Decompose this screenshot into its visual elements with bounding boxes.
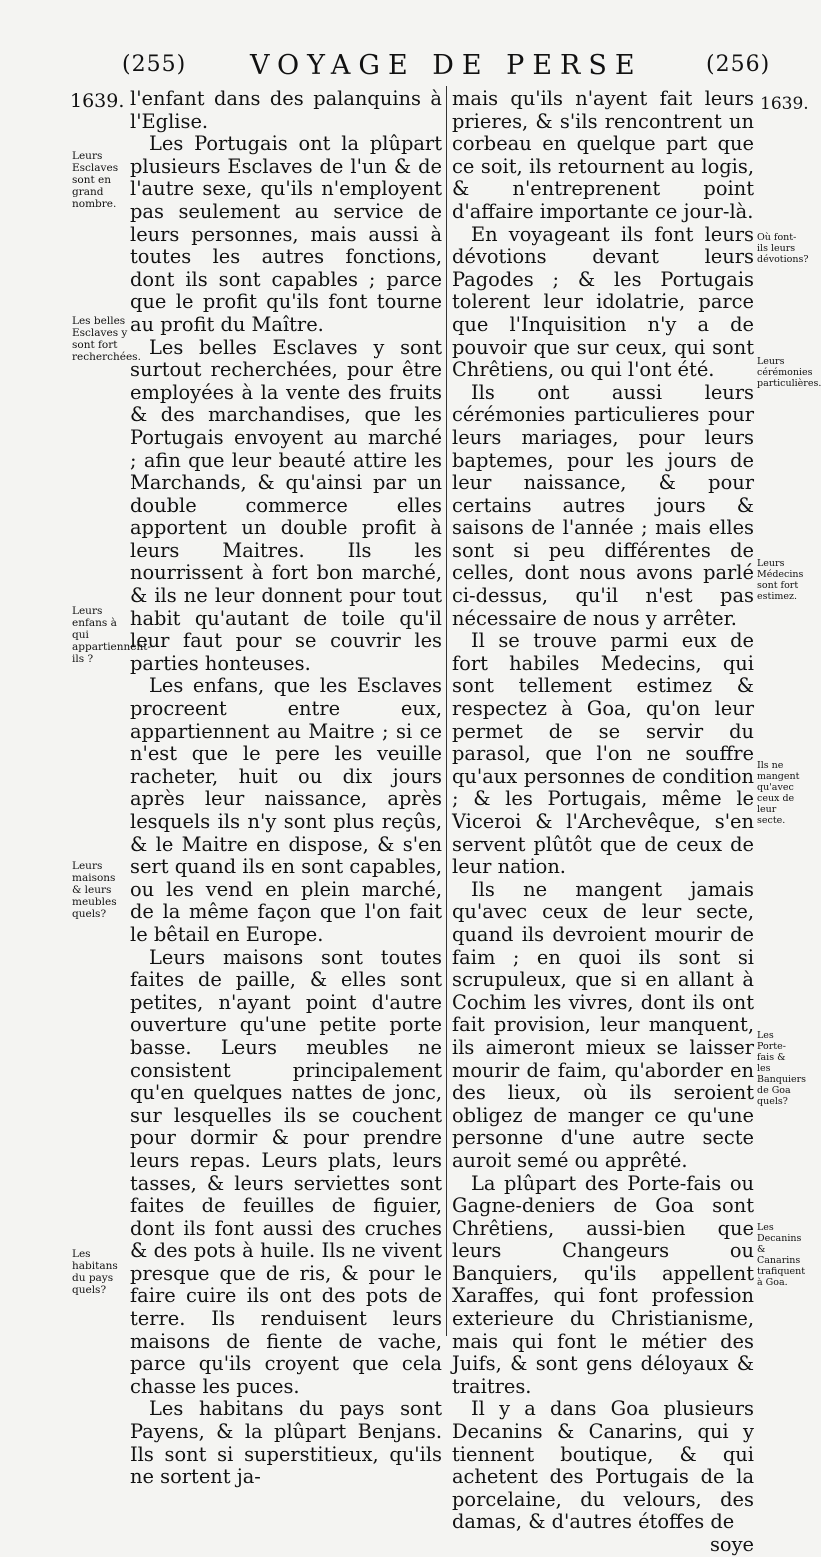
paragraph: Ils ne mangent jamais qu'avec ceux de leur secte, quand ils devroient mourir de faim ; en quoi ils sont si scrupuleux, que si en allant à Cochim les vivres, dont ils ont fait provision, leur manquent, ils aimeront mieux se laisser mourir de faim, qu'aborder en des lieux, où ils seroient obligez de manger ce qu'une personne d'une autre secte auroit semé ou apprêté. — [452, 877, 754, 1172]
paragraph: Leurs maisons sont toutes faites de paille, & elles sont petites, n'ayant point d'autre ouverture qu'une petite porte basse. Leurs meubles ne consistent principalement qu'en quelques nattes de jonc, sur lesquelles ils se couchent pour dormir & pour prendre leurs repas. Leurs plats, leurs tasses, & leurs serviettes sont faites de feuilles de figuier, dont ils font aussi des cruches & des pots à huile. Ils ne vivent presque que de ris, & pour le faire cuire ils ont des pots de terre. Ils renduisent leurs maisons de fiente de vache, parce qu'ils croyent que cela chasse les puces. — [130, 945, 442, 1398]
margin-note: Leurs Médecins sont fort estimez. — [757, 558, 804, 602]
page-header — [0, 50, 800, 90]
margin-note: Ils ne mangent qu'avec ceux de leur secte. — [757, 760, 800, 826]
margin-note: Les Porte-fais & les Banquiers de Goa quels? — [757, 1030, 807, 1107]
year-marker-left: 1639. — [70, 90, 125, 112]
margin-note: Les Decanins & Canarins trafiquent à Goa. — [757, 1222, 806, 1288]
paragraph: Ils ont aussi leurs cérémonies particulieres pour leurs mariages, pour leurs baptemes, pour les jours de leur naissance, & pour certains autres jours & saisons de l'année ; mais elles sont si peu différentes de celles, dont nous avons parlé ci-dessus, qu'il n'est pas nécessaire de nous y arrêter. — [452, 380, 754, 630]
paragraph: Les Portugais ont la plûpart plusieurs Esclaves de l'un & de l'autre sexe, qu'ils n'employent pas seulement au service de leurs personnes, mais aussi à toutes les autres fonctions, dont ils sont capables ; parce que le profit qu'ils font tourne au profit du Maître. — [130, 132, 442, 336]
paragraph: Il y a dans Goa plusieurs Decanins & Canarins, qui y tiennent boutique, & qui achetent des Portugais de la porcelaine, du velours, des damas, & d'autres étoffes de — [452, 1397, 754, 1534]
left-column — [130, 88, 442, 1489]
left-page-number: (255) — [122, 52, 187, 77]
right-column — [452, 88, 754, 1557]
margin-note: Où font-ils leurs dévotions? — [757, 232, 809, 265]
paragraph: Les enfans, que les Esclaves procreent entre eux, appartiennent au Maitre ; si ce n'est que le pere les veuille racheter, huit ou dix jours après leur naissance, après lesquels ils n'y sont plus reçûs, & le Maitre en dispose, & s'en sert quand ils en sont capables, ou les vend en plein marché, de la même façon que l'on fait le bêtail en Europe. — [130, 674, 442, 946]
margin-note: Les habitans du pays quels? — [72, 1248, 118, 1296]
margin-note: Les belles Esclaves y sont fort recherchées. — [72, 315, 141, 363]
margin-note: Leurs cérémonies particulières. — [757, 356, 821, 389]
paragraph: mais qu'ils n'ayent fait leurs prieres, & s'ils rencontrent un corbeau en quelque part que ce soit, ils retournent au logis, & n'entreprenent point d'affaire importante ce jour-là. — [452, 87, 754, 223]
margin-note: Leurs maisons & leurs meubles quels? — [72, 860, 117, 920]
paragraph: Il se trouve parmi eux de fort habiles Medecins, qui sont tellement estimez & respectez à Goa, qu'on leur permet de se servir du parasol, que l'on ne souffre qu'aux personnes de condition ; & les Portugais, même le Viceroi & l'Archevêque, s'en servent plûtôt que de ceux de leur nation. — [452, 629, 754, 879]
right-page-number: (256) — [706, 52, 771, 77]
margin-note: Leurs enfans à qui appartiennent-ils ? — [72, 605, 152, 665]
year-marker-right: 1639. — [760, 94, 809, 114]
paragraph: La plûpart des Porte-fais ou Gagne-deniers de Goa sont Chrêtiens, aussi-bien que leurs Changeurs ou Banquiers, qu'ils appellent Xaraffes, qui font profession exterieure du Christianisme, mais qui font le métier des Juifs, & sont gens déloyaux & traitres. — [452, 1171, 754, 1398]
paragraph: En voyageant ils font leurs dévotions devant leurs Pagodes ; & les Portugais tolerent leur idolatrie, parce que l'Inquisition n'y a de pouvoir que sur ceux, qui sont Chrêtiens, ou qui l'ont été. — [452, 222, 754, 382]
paragraph: Les habitans du pays sont Payens, & la plûpart Benjans. Ils sont si superstitieux, qu'ils ne sortent ja- — [130, 1397, 442, 1489]
catchword: soye — [709, 1533, 754, 1556]
margin-note: Leurs Esclaves sont en grand nombre. — [72, 150, 119, 210]
paragraph: l'enfant dans des palanquins à l'Eglise. — [130, 87, 442, 133]
column-rule — [446, 86, 447, 1336]
paragraph: Les belles Esclaves y sont surtout recherchées, pour être employées à la vente des fruits & des marchandises, que les Portugais envoyent au marché ; afin que leur beauté attire les Marchands, & qu'ainsi par un double commerce elles apportent un double profit à leurs Maitres. Ils les nourrissent à fort bon marché, & ils ne leur donnent pour tout habit qu'autant de toile qu'il leur faut pour se couvrir les parties honteuses. — [130, 335, 442, 675]
running-title: VOYAGE DE PERSE — [250, 50, 643, 81]
